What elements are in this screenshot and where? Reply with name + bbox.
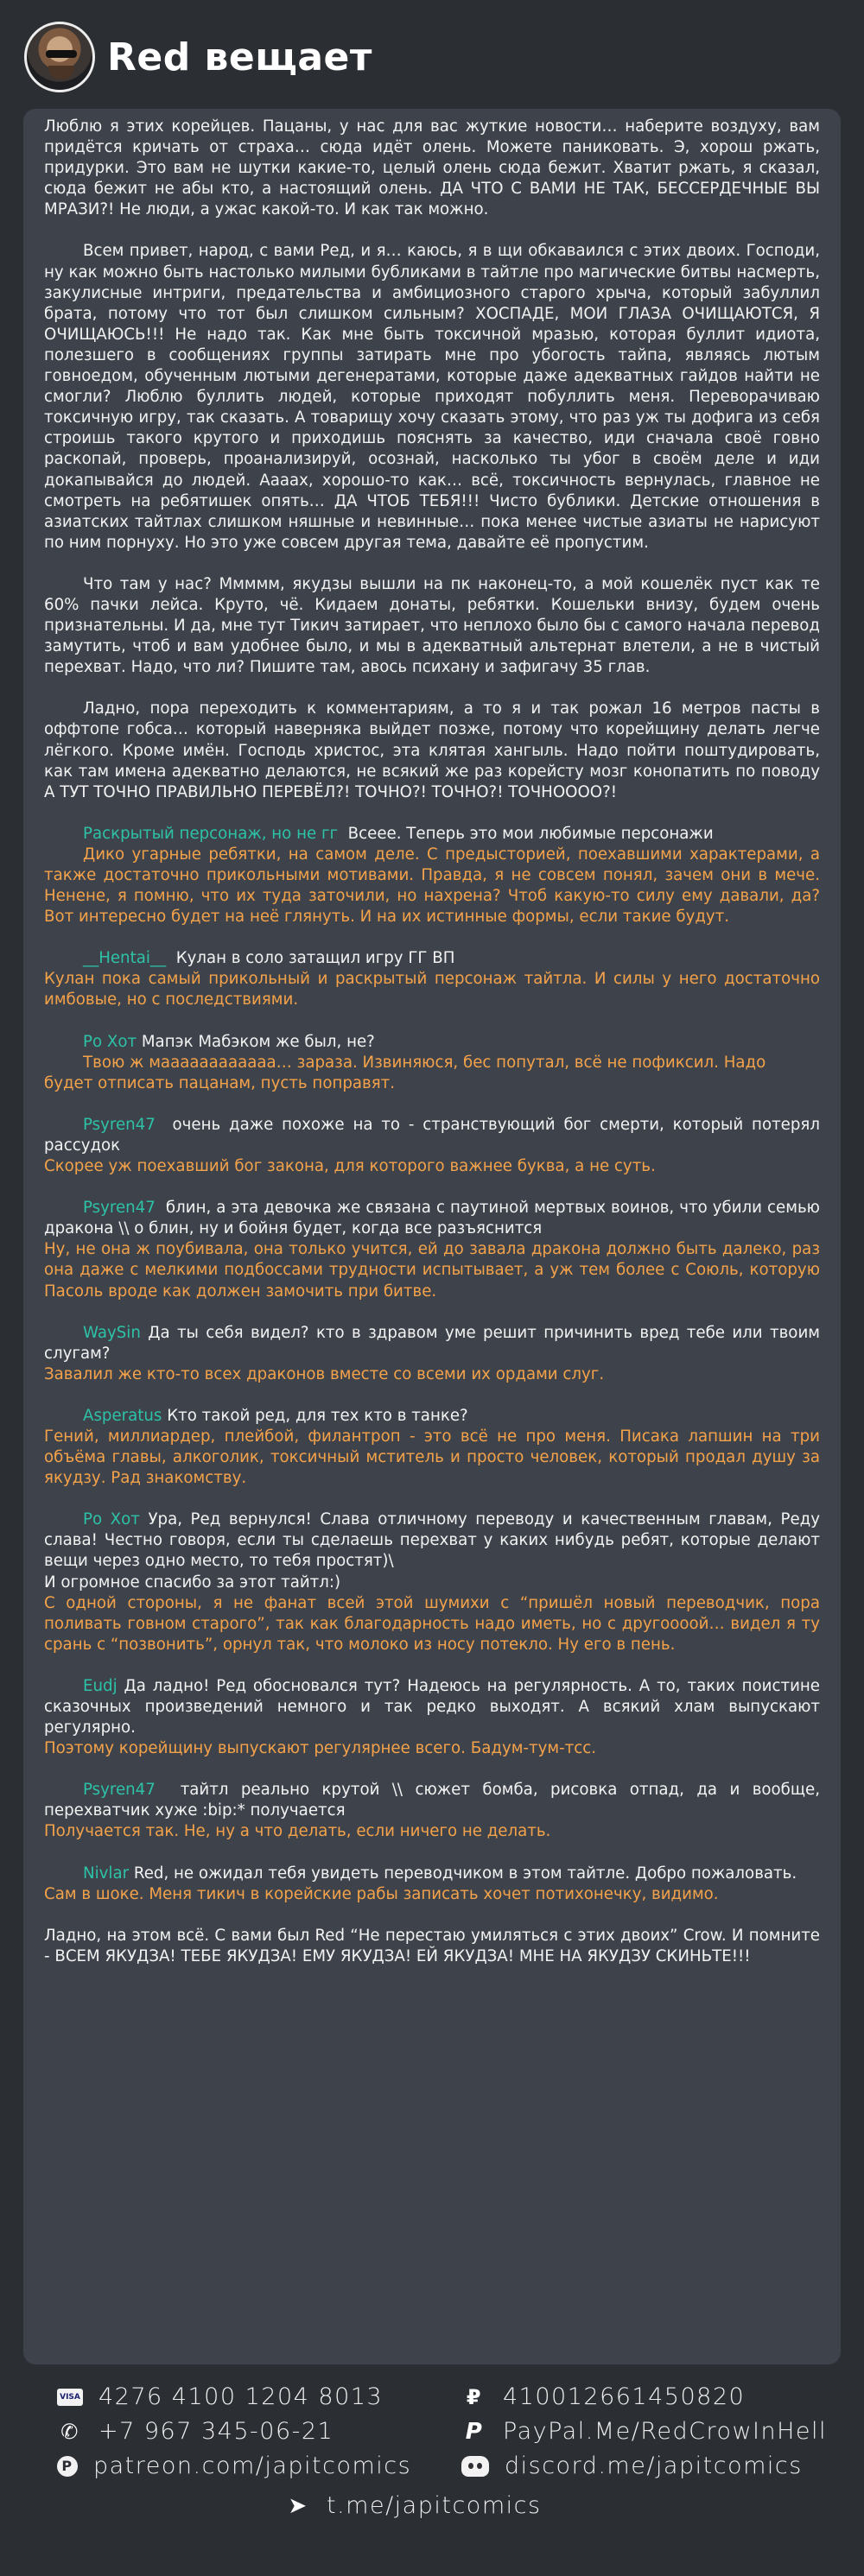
- comment-text: блин, а эта девочка же связана с паутиной мертвых воинов, что убили семью дракона \\ о блин, ну и бойня будет, когда все разъяснится: [44, 1199, 820, 1238]
- comment-reply: Ну, не она ж поубивала, она только учится, ей до завала дракона должно быть далеко, раз она даже с мелкими подбоссами трудности испытывает, а уж тем более с Союль, которую Пасоль вроде как должен замочить при битве.: [44, 1240, 820, 1301]
- paragraph-greeting: Всем привет, народ, с вами Ред, и я… каюсь, я в щи обкаваился с этих двоих. Господи, ну как можно быть настолько милыми бубликами в тайтле про магические битвы насмерть, закулисные интриги, предательства и амбициозного старого хрыча, который забуллил брата, потому что тот был слишком сильным? ХОСПАДЕ, МОИ ГЛАЗА ОЧИЩАЮТСЯ, Я ОЧИЩАЮСЬ!!! Не надо так. Как мне быть токсичной мразью, которая буллит идиота, полезшего в сообщениях группы затирать мне про убогость тайпа, являясь лютым говноедом, обученным лютыми дегенератами, которые даже адекватных гайдов найти не смогли? Люблю буллить людей, которые приходят побуллить меня. Переворачиваю токсичную игру, так сказать. А товарищу хочу сказать этому, что раз уж ты дофига из себя строишь такого крутого и приходишь пояснять за качество, иди сначала своё говно раскопай, проверь, проанализируй, осознай, насколько ты убог в своём деле и иди докапывайся до людей. Аааах, хорошо-то как… всё, токсичность вернулась, главное не смотреть на ребятишек опять… ДА ЧТОБ ТЕБЯ!!! Чисто бублики. Детские отношения в азиатских тайтлах слишком няшные и невинные… пока менее чистые азиаты не нарисуют по ним порнуху. Но это уже совсем другая тема, давайте её пропустим.: [44, 242, 820, 552]
- comment: [44, 1676, 820, 1738]
- paragraph-news: Что там у нас? Ммммм, якудзы вышли на пк наконец-то, а мой кошелёк пуст как те 60% пачки лейса. Круто, чё. Кидаем донаты, ребятки. Кошельки внизу, будем очень признательны. И да, мне тут Тикич затирает, что неплохо было бы с самого начала перевод замутить, чтоб и вам удобнее было, и мы в адекватный альтернат влетели, а не в чистый перехват. Надо, что ли? Пишите там, авось психану и зафигачу 35 глав.: [44, 574, 820, 677]
- comment-text: Мапэк Мабэком же был, не?: [141, 1032, 375, 1051]
- comment-author: Ро Хот: [83, 1510, 140, 1529]
- page-title: Red вещает: [107, 35, 372, 79]
- card-contact: [57, 2383, 383, 2410]
- comment-reply: Завалил же кто-то всех драконов вместе со всеми их ордами слуг.: [44, 1364, 605, 1383]
- comment-author: Nivlar: [83, 1864, 130, 1883]
- comment: [44, 1032, 820, 1053]
- comment-author: Раскрытый персонаж, но не гг: [83, 824, 339, 843]
- paragraph-intro: Люблю я этих корейцев. Пацаны, у нас для вас жуткие новости… наберите воздуху, вам придётся кричать от страха… сюда идёт олень. Можете паниковать. Э, хорош ржать, придурки. Это вам не шутки какие-то, целый олень сюда бежит. Хватит ржать, я сказал, сюда бежит не абы кто, а настоящий олень. ДА ЧТО С ВАМИ НЕ ТАК, БЕССЕРДЕЧНЫЕ ВЫ МРАЗИ?! Не люди, а ужас какой-то. И как так можно.: [44, 117, 820, 219]
- comment-author: Ро Хот: [83, 1032, 137, 1051]
- paragraph-comments-intro: Ладно, пора переходить к комментариям, а то я и так рожал 16 метров пасты в оффтопе гобса… который наверняка выйдет позже, потому что корейщину делать легче лёгкого. Кроме имён. Господь христос, эта клятая хангыль. Надо пойти поштудировать, как там имена адекватно делаются, не всякий же раз корейсту мозг конопатить по поводу А ТУТ ТОЧНО ПРАВИЛЬНО ПЕРЕВЁЛ?! ТОЧНО?! ТОЧНО?! ТОЧНОООО?!: [44, 699, 820, 801]
- yoomoney-number: 410012661450820: [503, 2383, 746, 2410]
- comment: [44, 1780, 820, 1821]
- patreon-icon: P: [57, 2456, 78, 2477]
- telegram-link[interactable]: t.me/japitcomics: [327, 2492, 542, 2519]
- comment-text: Ура, Ред вернулся! Слава отличному переводу и качественным главам, Реду слава! Честно говоря, если ты сделаешь перехват у каких нибудь ребят, которые делают вещи через одно место, то тебя простят)\: [44, 1510, 820, 1571]
- visa-icon: VISA: [57, 2389, 83, 2406]
- comment: [44, 1406, 820, 1427]
- comment: [44, 824, 820, 845]
- telegram-contact[interactable]: [285, 2492, 542, 2519]
- paragraph-outro: Ладно, на этом всё. С вами был Red “Не перестаю умиляться с этих двоих” Crow. И помните - ВСЕМ ЯКУДЗА! ТЕБЕ ЯКУДЗА! ЕМУ ЯКУДЗА! ЕЙ ЯКУДЗА! МНЕ НА ЯКУДЗУ СКИНЬТЕ!!!: [44, 1926, 820, 1965]
- discord-link[interactable]: discord.me/japitcomics: [505, 2453, 803, 2479]
- comment-reply: Скорее уж поехавший бог закона, для которого важнее буква, а не суть.: [44, 1157, 656, 1176]
- comment: [44, 1864, 820, 1884]
- comment: [44, 1510, 820, 1572]
- comment-reply: Сам в шоке. Меня тикич в корейские рабы записать хочет потихонечку, видимо.: [44, 1884, 719, 1903]
- comment-reply: Дико угарные ребятки, на самом деле. С предысторией, поехавшими характерами, а также достаточно прикольными мотивами. Правда, я не совсем понял, зачем они в мече. Ненене, я помню, что их туда заточили, но нахрена? Чтоб какую-то силу ему давали, да? Вот интересно будет на неё глянуть. И на их истинные формы, если такие будут.: [44, 845, 820, 927]
- card-number: 4276 4100 1204 8013: [98, 2383, 384, 2410]
- comment-text: Да ладно! Ред обосновался тут? Надеюсь на регулярность. А то, таких поистине сказочных произведений немного и так редко выходят. А всякий хлам выпускают регулярно.: [44, 1676, 820, 1737]
- comment: [44, 1115, 820, 1156]
- comment: [44, 1323, 820, 1364]
- comment-author: Psyren47: [83, 1115, 156, 1134]
- comment-text: Кулан в соло затащил игру ГГ ВП: [175, 949, 455, 968]
- comment-reply: Получается так. Не, ну а что делать, если ничего не делать.: [44, 1822, 551, 1841]
- comment: [44, 1198, 820, 1239]
- comment-text: Кто такой ред, для тех кто в танке?: [167, 1406, 468, 1425]
- comment-author: WaySin: [83, 1323, 141, 1342]
- comment-author: Psyren47: [83, 1199, 156, 1218]
- paypal-icon: P: [465, 2418, 484, 2445]
- comment: [44, 948, 820, 969]
- comment-reply: Кулан пока самый прикольный и раскрытый персонаж тайтла. И силы у него достаточно имбовые, но с последствиями.: [44, 970, 820, 1010]
- comment-text: тайтл реально крутой \\ сюжет бомба, рисовка отпад, да и вообще, перехватчик хуже :bip:* получается: [44, 1781, 820, 1820]
- comment-reply: Поэтому корейщину выпускают регулярнее всего. Бадум-тум-тсс.: [44, 1739, 597, 1758]
- wallet-icon: ₽: [466, 2384, 483, 2409]
- comment-author: Asperatus: [83, 1406, 162, 1425]
- comment-reply: Гений, миллиардер, плейбой, филантроп - это всё не про меня. Писака лапшин на три объёма главы, алкоголик, токсичный мститель и просто человек, который продал душу за якудзу. Рад знакомству.: [44, 1427, 820, 1488]
- avatar: [24, 22, 95, 92]
- paypal-link[interactable]: PayPal.Me/RedCrowInHell: [503, 2418, 828, 2445]
- paypal-contact[interactable]: [461, 2418, 827, 2445]
- phone-contact: [57, 2418, 334, 2445]
- comment-text-cont: И огромное спасибо за этот тайтл:): [44, 1573, 341, 1592]
- discord-contact[interactable]: [461, 2453, 803, 2479]
- phone-number: +7 967 345-06-21: [98, 2418, 334, 2445]
- discord-icon: [461, 2456, 489, 2477]
- comment-reply-cont: будет отписать пацанам, пусть поправят.: [44, 1073, 396, 1092]
- telegram-icon: ➤: [288, 2492, 308, 2519]
- page-header: [24, 21, 372, 93]
- comment-text: Всеее. Теперь это мои любимые персонажи: [347, 824, 714, 843]
- patreon-contact[interactable]: [57, 2453, 411, 2479]
- comment-text: Да ты себя видел? кто в здравом уме решит причинить вред тебе или твоим слугам?: [44, 1323, 820, 1363]
- comment-author: Eudj: [83, 1676, 118, 1695]
- post-body: [23, 109, 841, 2364]
- comment-reply: Твою ж маааааааааааа… зараза. Извиняюся, бес попутал, всё не пофиксил. Надо: [83, 1053, 766, 1072]
- comment-text: Red, не ожидал тебя увидеть переводчиком в этом тайтле. Добро пожаловать.: [133, 1864, 797, 1883]
- comment-author: __Hentai__: [83, 949, 167, 968]
- comment-reply: С одной стороны, я не фанат всей этой шумихи с “пришёл новый переводчик, пора поливать говном старого”, так как благодарность надо иметь, но с другоооой… видел я ту срань с “позвонить”, орнул так, что молоко из носу потекло. Ну его в пень.: [44, 1593, 820, 1654]
- comment-text: очень даже похоже на то - странствующий бог смерти, который потерял рассудок: [44, 1115, 820, 1155]
- comment-author: Psyren47: [83, 1781, 156, 1800]
- patreon-link[interactable]: patreon.com/japitcomics: [93, 2453, 412, 2479]
- yoomoney-contact: [461, 2383, 745, 2410]
- phone-icon: ✆: [60, 2419, 79, 2444]
